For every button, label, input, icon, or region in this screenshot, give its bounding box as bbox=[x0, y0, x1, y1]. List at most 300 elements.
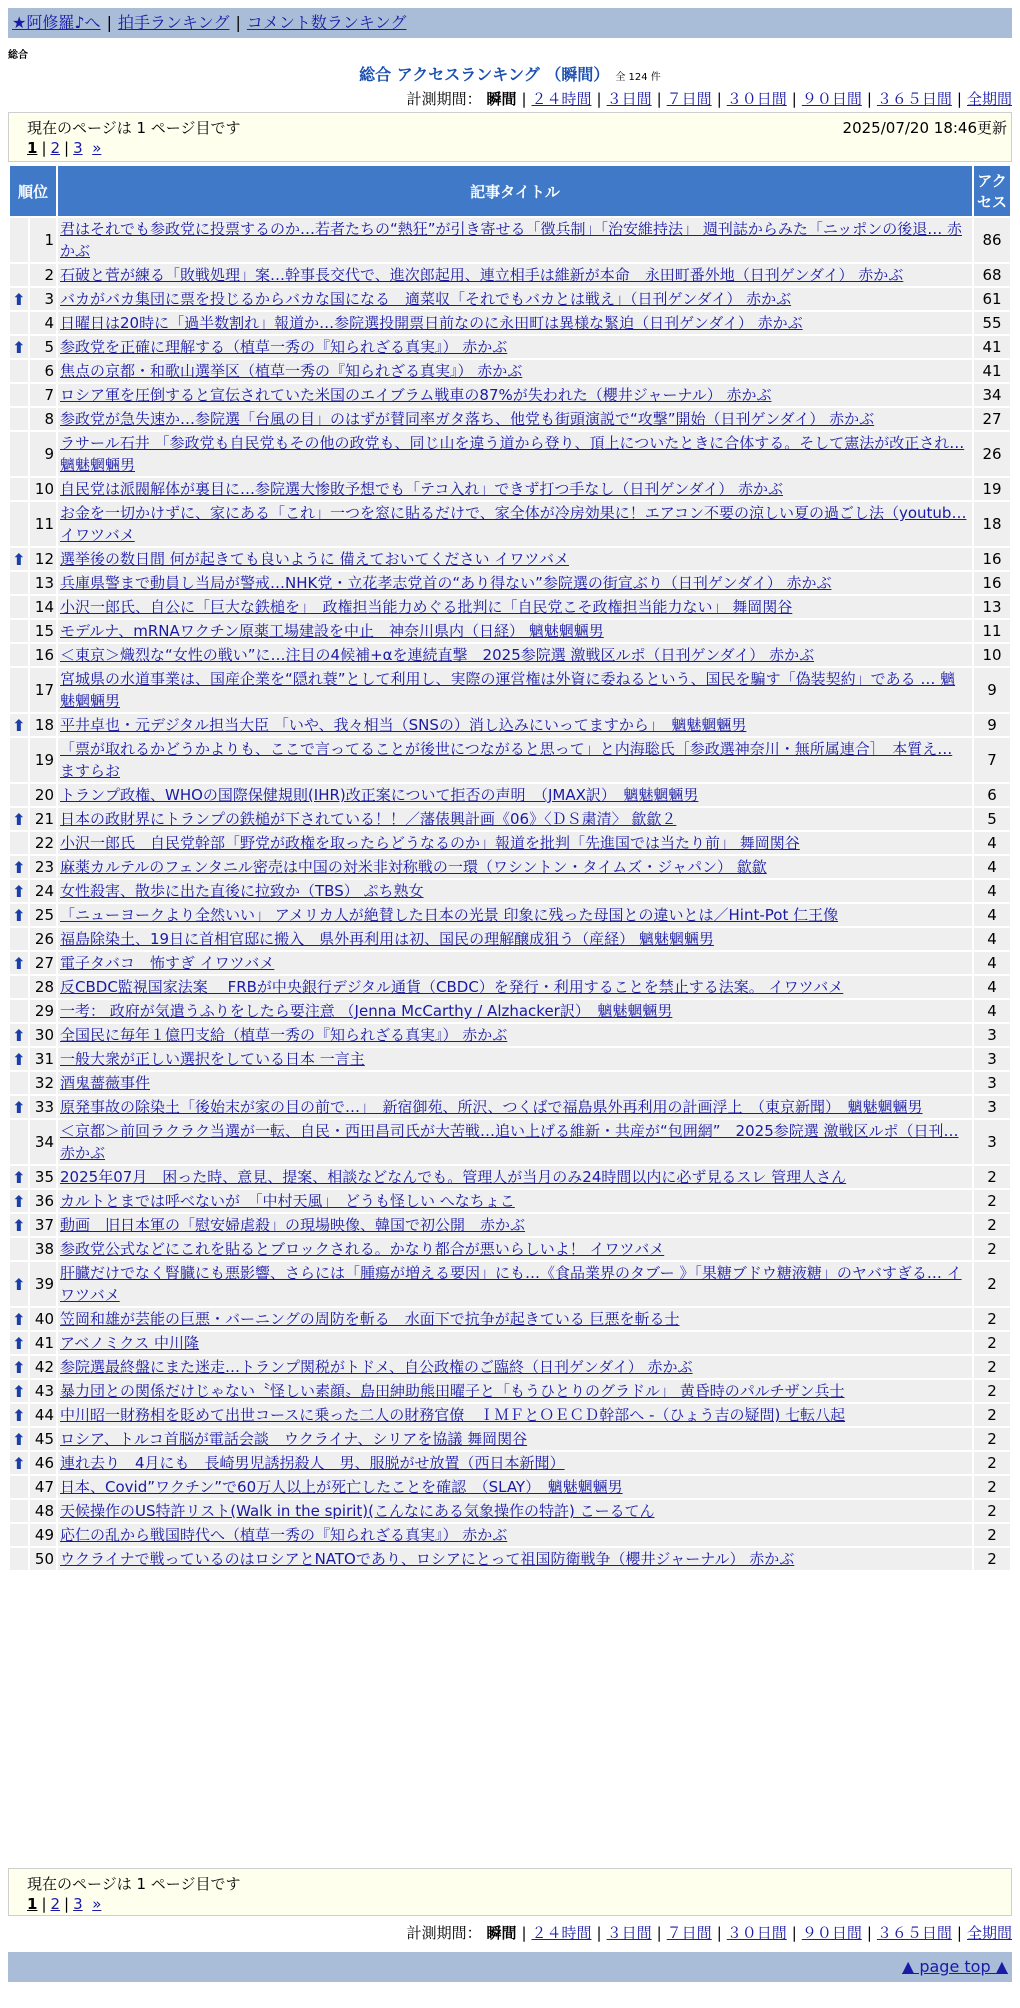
access-count: 18 bbox=[974, 502, 1010, 546]
article-title-cell bbox=[58, 1428, 972, 1450]
article-title-link[interactable]: 天候操作のUS特許リスト(Walk in the spirit)(こんなにある気象操作の特許) こーるてん bbox=[60, 1502, 655, 1520]
article-title-cell bbox=[58, 1048, 972, 1070]
access-count: 4 bbox=[974, 904, 1010, 926]
access-count: 2 bbox=[974, 1356, 1010, 1378]
pager bbox=[27, 1895, 101, 1913]
article-title-cell bbox=[58, 1500, 972, 1522]
access-header: アクセス bbox=[974, 166, 1010, 216]
article-title-link[interactable]: 参院選最終盤にまた迷走…トランプ関税がトドメ、自公政権のご臨終（日刊ゲンダイ） 赤かぶ bbox=[60, 1358, 693, 1376]
rank-number: 11 bbox=[30, 502, 56, 546]
table-row bbox=[10, 832, 1010, 854]
rank-number: 26 bbox=[30, 928, 56, 950]
article-title-cell bbox=[58, 1000, 972, 1022]
table-row bbox=[10, 1500, 1010, 1522]
rank-number: 3 bbox=[30, 288, 56, 310]
article-title-cell bbox=[58, 784, 972, 806]
period-separator: | bbox=[866, 1924, 872, 1942]
page-link-3[interactable]: 3 bbox=[73, 1895, 83, 1913]
article-title-link[interactable]: カルトとまでは呼べないが 「中村天風」 どうも怪しい へなちょこ bbox=[60, 1192, 515, 1210]
up-arrow-icon: ⬆ bbox=[12, 857, 26, 877]
access-count: 2 bbox=[974, 1452, 1010, 1474]
access-count: 19 bbox=[974, 478, 1010, 500]
article-title-link[interactable]: 原発事故の除染土「後始末が家の目の前で…」 新宿御苑、所沢、つくばで福島県外再利用の計画浮上 （東京新聞） 魑魅魍魎男 bbox=[60, 1098, 923, 1116]
table-row bbox=[10, 1476, 1010, 1498]
rank-number: 20 bbox=[30, 784, 56, 806]
article-title-link[interactable]: 女性殺害、散歩に出た直後に拉致か（TBS） ぷち熟女 bbox=[60, 882, 424, 900]
article-title-link[interactable]: 兵庫県警まで動員し当局が警戒…NHK党・立花孝志党首の“あり得ない”参院選の街宣ぶり（日刊ゲンダイ） 赤かぶ bbox=[60, 574, 832, 592]
access-count: 3 bbox=[974, 1096, 1010, 1118]
access-count: 3 bbox=[974, 1120, 1010, 1164]
ranking-table bbox=[8, 164, 1012, 1572]
table-header-row bbox=[10, 166, 1010, 216]
article-title-link[interactable]: 一般大衆が正しい選択をしている日本 一言主 bbox=[60, 1050, 365, 1068]
article-title-cell bbox=[58, 502, 972, 546]
access-count: 13 bbox=[974, 596, 1010, 618]
rank-number: 21 bbox=[30, 808, 56, 830]
period-link-30d[interactable]: ３０日間 bbox=[726, 1924, 787, 1942]
article-title-link[interactable]: バカがバカ集団に票を投じるからバカな国になる 適菜収「それでもバカとは戦え」（日刊ゲンダイ） 赤かぶ bbox=[60, 290, 792, 308]
period-link-365d[interactable]: ３６５日間 bbox=[876, 90, 952, 108]
rank-change-cell bbox=[10, 312, 28, 334]
up-arrow-icon: ⬆ bbox=[12, 1215, 26, 1235]
rank-number: 29 bbox=[30, 1000, 56, 1022]
period-link-7d[interactable]: ７日間 bbox=[666, 90, 712, 108]
article-title-cell bbox=[58, 572, 972, 594]
table-row bbox=[10, 904, 1010, 926]
article-title-cell bbox=[58, 1072, 972, 1094]
pager bbox=[27, 139, 101, 157]
up-arrow-icon: ⬆ bbox=[12, 881, 26, 901]
article-title-cell bbox=[58, 620, 972, 642]
access-count: 2 bbox=[974, 1500, 1010, 1522]
rank-number: 25 bbox=[30, 904, 56, 926]
table-row bbox=[10, 1524, 1010, 1546]
article-title-link[interactable]: 参政党公式などにこれを貼るとブロックされる。かなり都合が悪いらしいよ！ イワツバメ bbox=[60, 1240, 665, 1258]
rank-change-cell bbox=[10, 1214, 28, 1236]
article-title-cell bbox=[58, 952, 972, 974]
article-title-link[interactable]: 2025年07月 困った時、意見、提案、相談などなんでも。管理人が当月のみ24時間以内に必ず見るスレ 管理人さん bbox=[60, 1168, 847, 1186]
article-title-link[interactable]: 日本、Covid”ワクチン”で60万人以上が死亡したことを確認 （SLAY） 魑魅魍魎男 bbox=[60, 1478, 623, 1496]
rank-number: 40 bbox=[30, 1308, 56, 1330]
rank-number: 18 bbox=[30, 714, 56, 736]
period-link-3d[interactable]: ３日間 bbox=[606, 90, 652, 108]
access-count: 61 bbox=[974, 288, 1010, 310]
period-link-24h[interactable]: ２４時間 bbox=[531, 90, 592, 108]
rank-change-cell bbox=[10, 1120, 28, 1164]
rank-change-cell bbox=[10, 1262, 28, 1306]
article-title-link[interactable]: ロシア軍を圧倒すると宣伝されていた米国のエイブラム戦車の87%が失われた（櫻井ジャーナル） 赤かぶ bbox=[60, 386, 772, 404]
access-count: 9 bbox=[974, 714, 1010, 736]
home-link[interactable]: ★阿修羅♪へ bbox=[12, 13, 101, 32]
rank-number: 23 bbox=[30, 856, 56, 878]
table-row bbox=[10, 1308, 1010, 1330]
page-link-1[interactable]: 1 bbox=[27, 1895, 38, 1913]
article-title-cell bbox=[58, 1308, 972, 1330]
access-count: 41 bbox=[974, 360, 1010, 382]
article-title-link[interactable]: 小沢一郎氏、自公に「巨大な鉄槌を」 政権担当能力めぐる批判に「自民党こそ政権担当能力ない」 舞岡関谷 bbox=[60, 598, 793, 616]
article-title-link[interactable]: 反CBDC監視国家法案 FRBが中央銀行デジタル通貨（CBDC）を発行・利用することを禁止する法案。 イワツバメ bbox=[60, 978, 844, 996]
table-row bbox=[10, 1096, 1010, 1118]
article-title-link[interactable]: モデルナ、mRNAワクチン原薬工場建設を中止 神奈川県内（日経） 魑魅魍魎男 bbox=[60, 622, 604, 640]
period-link-90d[interactable]: ９０日間 bbox=[801, 90, 862, 108]
article-title-cell bbox=[58, 360, 972, 382]
article-title-link[interactable]: 動画 旧日本軍の「慰安婦虐殺」の現場映像、韓国で初公開 赤かぶ bbox=[60, 1216, 526, 1234]
table-row bbox=[10, 928, 1010, 950]
rank-number: 1 bbox=[30, 218, 56, 262]
up-arrow-icon: ⬆ bbox=[12, 953, 26, 973]
rank-change-cell bbox=[10, 832, 28, 854]
rank-change-cell bbox=[10, 548, 28, 570]
article-title-cell bbox=[58, 288, 972, 310]
article-title-cell bbox=[58, 1548, 972, 1570]
access-count: 3 bbox=[974, 1048, 1010, 1070]
up-arrow-icon: ⬆ bbox=[12, 1097, 26, 1117]
access-count: 55 bbox=[974, 312, 1010, 334]
pagination-top bbox=[8, 112, 1012, 162]
table-row bbox=[10, 668, 1010, 712]
article-title-cell bbox=[58, 1096, 972, 1118]
page-link-1[interactable]: 1 bbox=[27, 139, 38, 157]
article-title-link[interactable]: 「票が取れるかどうかよりも、ここで言ってることが後世につながると思って」と内海聡氏［参政選神奈川・無所属連合］ 本質え… ますらお bbox=[60, 740, 953, 780]
access-count: 4 bbox=[974, 1000, 1010, 1022]
rank-change-cell bbox=[10, 572, 28, 594]
rank-change-cell bbox=[10, 1548, 28, 1570]
table-row bbox=[10, 288, 1010, 310]
period-link-7d[interactable]: ７日間 bbox=[666, 1924, 712, 1942]
period-link-90d[interactable]: ９０日間 bbox=[801, 1924, 862, 1942]
article-title-link[interactable]: 焦点の京都・和歌山選挙区（植草一秀の『知られざる真実』） 赤かぶ bbox=[60, 362, 523, 380]
rank-number: 16 bbox=[30, 644, 56, 666]
rank-number: 50 bbox=[30, 1548, 56, 1570]
article-title-link[interactable]: 参政党が急失速か…参院選「台風の目」のはずが賛同率ガタ落ち、他党も街頭演説で“攻撃”開始（日刊ゲンダイ） 赤かぶ bbox=[60, 410, 875, 428]
period-link-all[interactable]: 全期間 bbox=[966, 90, 1012, 108]
article-title-cell bbox=[58, 1024, 972, 1046]
rank-change-cell bbox=[10, 264, 28, 286]
article-title-link[interactable]: 宮城県の水道事業は、国産企業を“隠れ蓑”として利用し、実際の運営権は外資に委ねるという、国民を騙す「偽装契約」である … 魑魅魍魎男 bbox=[60, 670, 956, 710]
period-link-all[interactable]: 全期間 bbox=[966, 1924, 1012, 1942]
access-count: 2 bbox=[974, 1332, 1010, 1354]
article-title-link[interactable]: 石破と菅が練る「敗戦処理」案…幹事長交代で、進次郎起用、連立相手は維新が本命 永田町番外地（日刊ゲンダイ） 赤かぶ bbox=[60, 266, 904, 284]
article-title-cell bbox=[58, 1166, 972, 1188]
access-count: 2 bbox=[974, 1404, 1010, 1426]
table-row bbox=[10, 360, 1010, 382]
period-separator: | bbox=[956, 1924, 962, 1942]
article-title-link[interactable]: トランプ政権、WHOの国際保健規則(IHR)改正案について拒否の声明 （JMAX訳） 魑魅魍魎男 bbox=[60, 786, 699, 804]
article-title-link[interactable]: 「ニューヨークより全然いい」 アメリカ人が絶賛した日本の光景 印象に残った母国との違いとは／Hint-Pot 仁王像 bbox=[60, 906, 839, 924]
access-count: 4 bbox=[974, 856, 1010, 878]
table-row bbox=[10, 1190, 1010, 1212]
article-title-link[interactable]: ＜東京＞熾烈な“女性の戦い”に…注目の4候補+αを連続直撃 2025参院選 激戦区ルポ（日刊ゲンダイ） 赤かぶ bbox=[60, 646, 815, 664]
rank-number: 17 bbox=[30, 668, 56, 712]
access-count: 2 bbox=[974, 1476, 1010, 1498]
article-title-link[interactable]: 参政党を正確に理解する（植草一秀の『知られざる真実』） 赤かぶ bbox=[60, 338, 508, 356]
table-row bbox=[10, 856, 1010, 878]
next-page-link[interactable]: » bbox=[92, 1895, 102, 1913]
rank-change-cell bbox=[10, 432, 28, 476]
article-title-cell bbox=[58, 264, 972, 286]
table-row bbox=[10, 502, 1010, 546]
period-link-24h[interactable]: ２４時間 bbox=[531, 1924, 592, 1942]
table-row bbox=[10, 1024, 1010, 1046]
breadcrumb: 総合 bbox=[8, 50, 28, 61]
rank-change-cell bbox=[10, 1404, 28, 1426]
rank-number: 39 bbox=[30, 1262, 56, 1306]
rank-change-cell bbox=[10, 1048, 28, 1070]
article-title-link[interactable]: 日曜日は20時に「過半数割れ」報道か…参院選投開票日前なのに永田町は異様な緊迫（日刊ゲンダイ） 赤かぶ bbox=[60, 314, 803, 332]
updated-timestamp: 2025/07/20 18:46更新 bbox=[842, 119, 1007, 137]
nav-separator: | bbox=[235, 13, 241, 32]
title-header: 記事タイトル bbox=[58, 166, 972, 216]
table-row bbox=[10, 1166, 1010, 1188]
rank-change-cell bbox=[10, 1166, 28, 1188]
table-row bbox=[10, 1214, 1010, 1236]
article-title-link[interactable]: 暴力団との関係だけじゃない〝怪しい素顔〟島田紳助熊田曜子と「もうひとりのグラドル」 黄昏時のパルチザン兵士 bbox=[60, 1382, 845, 1400]
article-title-cell bbox=[58, 596, 972, 618]
article-title-cell bbox=[58, 976, 972, 998]
article-title-link[interactable]: 日本の政財界にトランプの鉄槌が下されている！！／藩俵興計画《06》〈ＤＳ粛清〉 歙歙２ bbox=[60, 810, 677, 828]
article-title-link[interactable]: 中川昭一財務相を貶めて出世コースに乗った二人の財務官僚 ＩＭＦとＯＥＣＤ幹部へ -（ひょう吉の疑問) 七転八起 bbox=[60, 1406, 846, 1424]
table-row bbox=[10, 1428, 1010, 1450]
rank-number: 46 bbox=[30, 1452, 56, 1474]
rank-change-cell bbox=[10, 784, 28, 806]
rank-change-cell bbox=[10, 360, 28, 382]
table-row bbox=[10, 1000, 1010, 1022]
next-page-link[interactable]: » bbox=[92, 139, 102, 157]
access-count: 16 bbox=[974, 548, 1010, 570]
period-separator: | bbox=[866, 90, 872, 108]
access-count: 5 bbox=[974, 808, 1010, 830]
page-top-link[interactable]: ▲ page top ▲ bbox=[901, 1957, 1008, 1976]
article-title-link[interactable]: 小沢一郎氏 自民党幹部「野党が政権を取ったらどうなるのか」報道を批判「先進国では当たり前」 舞岡関谷 bbox=[60, 834, 800, 852]
access-count: 68 bbox=[974, 264, 1010, 286]
period-label: 計測期間： bbox=[406, 1924, 482, 1942]
article-title-link[interactable]: 君はそれでも参政党に投票するのか…若者たちの“熱狂”が引き寄せる「徴兵制」「治安維持法」 週刊誌からみた「ニッポンの後退… 赤かぶ bbox=[60, 220, 962, 260]
table-row bbox=[10, 1452, 1010, 1474]
access-count: 86 bbox=[974, 218, 1010, 262]
nav-separator: | bbox=[106, 13, 112, 32]
access-count: 2 bbox=[974, 1166, 1010, 1188]
access-count: 4 bbox=[974, 880, 1010, 902]
article-title-link[interactable]: 応仁の乱から戦国時代へ（植草一秀の『知られざる真実』） 赤かぶ bbox=[60, 1526, 508, 1544]
table-row bbox=[10, 1548, 1010, 1570]
article-title-link[interactable]: 電子タバコ 怖すぎ イワツバメ bbox=[60, 954, 275, 972]
rank-number: 2 bbox=[30, 264, 56, 286]
up-arrow-icon: ⬆ bbox=[12, 1453, 26, 1473]
article-title-link[interactable]: ロシア、トルコ首脳が電話会談 ウクライナ、シリアを協議 舞岡関谷 bbox=[60, 1430, 528, 1448]
rank-number: 15 bbox=[30, 620, 56, 642]
table-row bbox=[10, 596, 1010, 618]
article-title-link[interactable]: 麻薬カルテルのフェンタニル密売は中国の対米非対称戦の一環（ワシントン・タイムズ・ジャパン） 歙歙 bbox=[60, 858, 767, 876]
article-title-link[interactable]: 連れ去り 4月にも 長崎男児誘拐殺人 男、服脱がせ放置（西日本新聞） bbox=[60, 1454, 565, 1472]
rank-change-cell bbox=[10, 1332, 28, 1354]
table-row bbox=[10, 336, 1010, 358]
article-title-link[interactable]: 自民党は派閥解体が裏目に…参院選大惨敗予想でも「テコ入れ」できず打つ手なし（日刊ゲンダイ） 赤かぶ bbox=[60, 480, 783, 498]
table-row bbox=[10, 738, 1010, 782]
table-row bbox=[10, 644, 1010, 666]
article-title-cell bbox=[58, 1524, 972, 1546]
up-arrow-icon: ⬆ bbox=[12, 289, 26, 309]
pager-separator: | bbox=[64, 139, 70, 157]
up-arrow-icon: ⬆ bbox=[12, 1381, 26, 1401]
rank-number: 22 bbox=[30, 832, 56, 854]
rank-change-cell bbox=[10, 1524, 28, 1546]
pager-separator: | bbox=[41, 1895, 47, 1913]
article-title-cell bbox=[58, 880, 972, 902]
table-row bbox=[10, 714, 1010, 736]
article-title-cell bbox=[58, 904, 972, 926]
rank-change-cell bbox=[10, 1380, 28, 1402]
rank-number: 30 bbox=[30, 1024, 56, 1046]
article-title-cell bbox=[58, 312, 972, 334]
table-row bbox=[10, 432, 1010, 476]
up-arrow-icon: ⬆ bbox=[12, 1025, 26, 1045]
rank-number: 34 bbox=[30, 1120, 56, 1164]
access-count: 3 bbox=[974, 1024, 1010, 1046]
article-title-link[interactable]: 平井卓也・元デジタル担当大臣 「いや、我々相当（SNSの）消し込みにいってますから」 魑魅魍魎男 bbox=[60, 716, 747, 734]
article-title-cell bbox=[58, 478, 972, 500]
rank-change-cell bbox=[10, 218, 28, 262]
table-row bbox=[10, 1262, 1010, 1306]
rank-number: 42 bbox=[30, 1356, 56, 1378]
rank-change-cell bbox=[10, 1096, 28, 1118]
access-count: 34 bbox=[974, 384, 1010, 406]
rank-change-cell bbox=[10, 1476, 28, 1498]
period-link-30d[interactable]: ３０日間 bbox=[726, 90, 787, 108]
rank-change-cell bbox=[10, 714, 28, 736]
article-title-link[interactable]: アベノミクス 中川隆 bbox=[60, 1334, 200, 1352]
period-separator: | bbox=[656, 90, 662, 108]
total-count: 全 124 件 bbox=[615, 72, 661, 83]
article-title-cell bbox=[58, 1476, 972, 1498]
article-title-cell bbox=[58, 1190, 972, 1212]
table-row bbox=[10, 1238, 1010, 1260]
up-arrow-icon: ⬆ bbox=[12, 1429, 26, 1449]
period-link-3d[interactable]: ３日間 bbox=[606, 1924, 652, 1942]
table-row bbox=[10, 478, 1010, 500]
applause-ranking-link[interactable]: 拍手ランキング bbox=[117, 13, 230, 32]
up-arrow-icon: ⬆ bbox=[12, 1049, 26, 1069]
rank-change-cell bbox=[10, 408, 28, 430]
rank-number: 44 bbox=[30, 1404, 56, 1426]
rank-number: 13 bbox=[30, 572, 56, 594]
rank-number: 31 bbox=[30, 1048, 56, 1070]
article-title-cell bbox=[58, 432, 972, 476]
period-separator: | bbox=[791, 1924, 797, 1942]
table-row bbox=[10, 1332, 1010, 1354]
up-arrow-icon: ⬆ bbox=[12, 1167, 26, 1187]
up-arrow-icon: ⬆ bbox=[12, 1191, 26, 1211]
access-count: 2 bbox=[974, 1524, 1010, 1546]
rank-number: 8 bbox=[30, 408, 56, 430]
access-count: 16 bbox=[974, 572, 1010, 594]
page-link-2[interactable]: 2 bbox=[50, 139, 61, 157]
table-row bbox=[10, 784, 1010, 806]
pagination-bottom bbox=[8, 1868, 1012, 1916]
article-title-cell bbox=[58, 548, 972, 570]
rank-number: 27 bbox=[30, 952, 56, 974]
table-row bbox=[10, 548, 1010, 570]
article-title-link[interactable]: ラサール石井 「参政党も自民党もその他の政党も、同じ山を違う道から登り、頂上についたときに合体する。そして憲法が改正され… 魑魅魍魎男 bbox=[60, 434, 965, 474]
article-title-cell bbox=[58, 336, 972, 358]
rank-change-cell bbox=[10, 1308, 28, 1330]
article-title-link[interactable]: 酒鬼薔薇事件 bbox=[60, 1074, 151, 1092]
ranking-table-body bbox=[10, 218, 1010, 1570]
rank-change-cell bbox=[10, 502, 28, 546]
article-title-link[interactable]: ウクライナで戦っているのはロシアとNATOであり、ロシアにとって祖国防衛戦争（櫻井ジャーナル） 赤かぶ bbox=[60, 1550, 795, 1568]
page-link-3[interactable]: 3 bbox=[73, 139, 83, 157]
article-title-link[interactable]: 一考： 政府が気遣うふりをしたら要注意 （Jenna McCarthy / Alzhacker訳） 魑魅魍魎男 bbox=[60, 1002, 673, 1020]
article-title-link[interactable]: 全国民に毎年１億円支給（植草一秀の『知られざる真実』） 赤かぶ bbox=[60, 1026, 508, 1044]
period-label: 計測期間： bbox=[406, 90, 482, 108]
rank-change-cell bbox=[10, 384, 28, 406]
access-count: 4 bbox=[974, 952, 1010, 974]
rank-change-cell bbox=[10, 880, 28, 902]
rank-header: 順位 bbox=[10, 166, 56, 216]
rank-number: 9 bbox=[30, 432, 56, 476]
rank-number: 12 bbox=[30, 548, 56, 570]
rank-change-cell bbox=[10, 478, 28, 500]
table-row bbox=[10, 880, 1010, 902]
access-count: 2 bbox=[974, 1190, 1010, 1212]
rank-number: 36 bbox=[30, 1190, 56, 1212]
article-title-link[interactable]: 福島除染土、19日に首相官邸に搬入 県外再利用は初、国民の理解醸成狙う（産経） 魑魅魍魎男 bbox=[60, 930, 714, 948]
access-count: 4 bbox=[974, 976, 1010, 998]
access-count: 3 bbox=[974, 1072, 1010, 1094]
period-separator: | bbox=[716, 1924, 722, 1942]
rank-change-cell bbox=[10, 976, 28, 998]
period-selector-top bbox=[407, 88, 1012, 109]
article-title-cell bbox=[58, 1214, 972, 1236]
article-title-link[interactable]: お金を一切かけずに、家にある「これ」一つを窓に貼るだけで、家全体が冷房効果に！エアコン不要の涼しい夏の過ごし法（youtub… イワツバメ bbox=[60, 504, 967, 544]
article-title-cell bbox=[58, 832, 972, 854]
article-title-cell bbox=[58, 856, 972, 878]
period-separator: | bbox=[521, 1924, 527, 1942]
rank-number: 7 bbox=[30, 384, 56, 406]
comment-ranking-link[interactable]: コメント数ランキング bbox=[246, 13, 407, 32]
bottom-bar bbox=[8, 1952, 1012, 1982]
period-separator: | bbox=[791, 90, 797, 108]
table-row bbox=[10, 264, 1010, 286]
up-arrow-icon: ⬆ bbox=[12, 1333, 26, 1353]
up-arrow-icon: ⬆ bbox=[12, 1405, 26, 1425]
access-count: 2 bbox=[974, 1238, 1010, 1260]
table-row bbox=[10, 952, 1010, 974]
rank-number: 28 bbox=[30, 976, 56, 998]
table-row bbox=[10, 1356, 1010, 1378]
article-title-link[interactable]: 選挙後の数日間 何が起きても良いように 備えておいてください イワツバメ bbox=[60, 550, 570, 568]
rank-change-cell bbox=[10, 928, 28, 950]
access-count: 4 bbox=[974, 928, 1010, 950]
rank-change-cell bbox=[10, 288, 28, 310]
access-count: 2 bbox=[974, 1262, 1010, 1306]
access-count: 9 bbox=[974, 668, 1010, 712]
page-link-2[interactable]: 2 bbox=[50, 1895, 61, 1913]
rank-number: 49 bbox=[30, 1524, 56, 1546]
article-title-link[interactable]: 肝臓だけでなく腎臓にも悪影響、さらには「腫瘍が増える要因」にも…《食品業界のタブー 》「果糖ブドウ糖液糖」のヤバすぎる… イワツバメ bbox=[60, 1264, 962, 1304]
rank-change-cell bbox=[10, 856, 28, 878]
period-link-365d[interactable]: ３６５日間 bbox=[876, 1924, 952, 1942]
period-current: 瞬間 bbox=[486, 1924, 517, 1942]
article-title-link[interactable]: ＜京都＞前回ラクラク当選が一転、自民・西田昌司氏が大苦戦…追い上げる維新・共産が“包囲網” 2025参院選 激戦区ルポ（日刊… 赤かぶ bbox=[60, 1122, 959, 1162]
up-arrow-icon: ⬆ bbox=[12, 1309, 26, 1329]
article-title-link[interactable]: 笠岡和雄が芸能の巨悪・バーニングの周防を斬る 水面下で抗争が起きている 巨悪を斬る士 bbox=[60, 1310, 680, 1328]
access-count: 7 bbox=[974, 738, 1010, 782]
article-title-cell bbox=[58, 738, 972, 782]
page-status: 現在のページは 1 ページ目です bbox=[27, 119, 241, 137]
access-count: 2 bbox=[974, 1548, 1010, 1570]
period-separator: | bbox=[956, 90, 962, 108]
rank-change-cell bbox=[10, 1072, 28, 1094]
